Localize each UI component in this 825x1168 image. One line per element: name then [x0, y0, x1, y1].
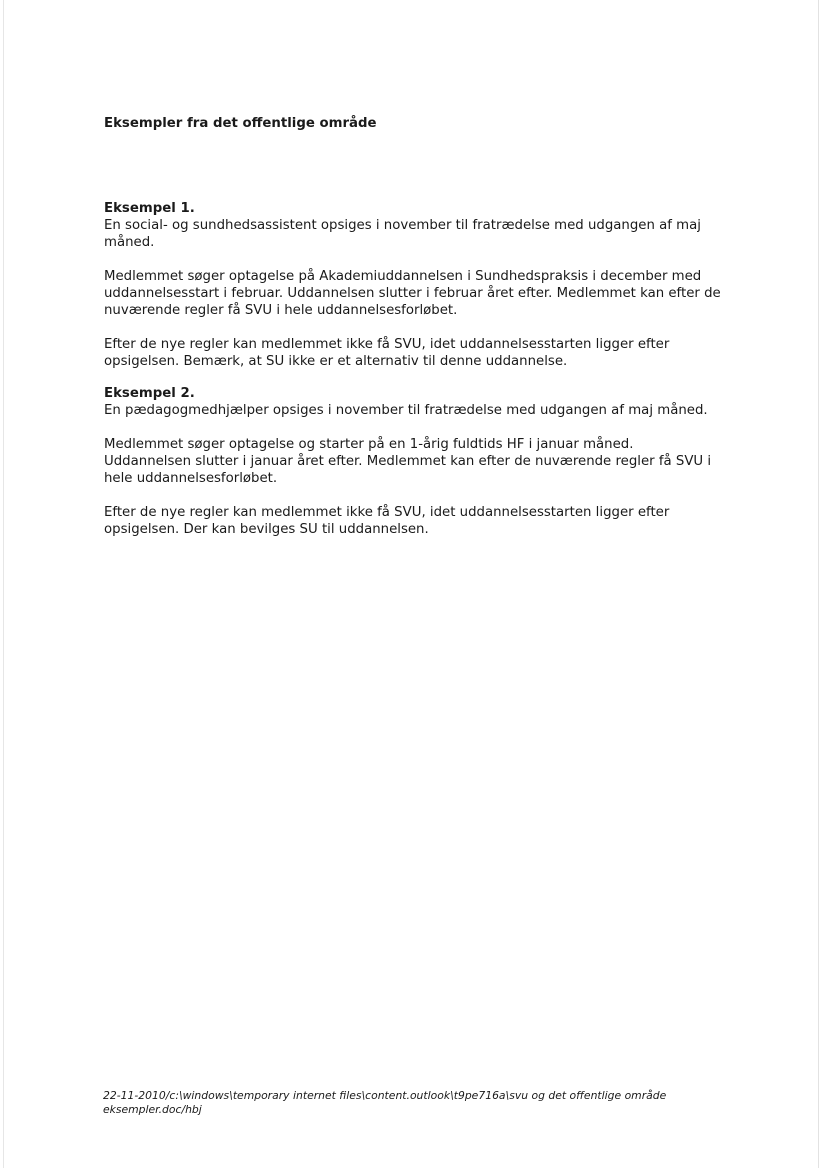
- example-1-heading: Eksempel 1.: [104, 201, 195, 216]
- example-1-paragraph-3: Efter de nye regler kan medlemmet ikke få SVU, idet uddannelsesstarten ligger efter opsigelsen. Bemærk, at SU ikke er et alternativ til denne uddannelse.: [104, 337, 670, 369]
- example-2-paragraph-1: En pædagogmedhjælper opsiges i november til fratrædelse med udgangen af maj måned.: [104, 403, 708, 418]
- example-1: [104, 200, 764, 387]
- example-2-paragraph-3: Efter de nye regler kan medlemmet ikke få SVU, idet uddannelsesstarten ligger efter opsigelsen. Der kan bevilges SU til uddannelsen.: [104, 505, 670, 537]
- example-2-paragraph-2: Medlemmet søger optagelse og starter på en 1-årig fuldtids HF i januar måned. Uddannelsen slutter i januar året efter. Medlemmet kan efter de nuværende regler få SVU i hele uddannelsesforløbet.: [104, 437, 712, 486]
- scan-edge-left: [3, 0, 4, 1168]
- example-2: [104, 385, 764, 555]
- example-1-paragraph-2: Medlemmet søger optagelse på Akademiuddannelsen i Sundhedspraksis i december med uddannelsesstart i februar. Uddannelsen slutter i februar året efter. Medlemmet kan efter de nuværende regler få SVU i hele uddannelsesforløbet.: [104, 269, 721, 318]
- document-footer-path: 22-11-2010/c:\windows\temporary internet files\content.outlook\t9pe716a\svu og det offentlige område eksempler.doc/hbj: [103, 1089, 667, 1116]
- scan-edge-right: [818, 0, 819, 1168]
- example-1-paragraph-1: En social- og sundhedsassistent opsiges i november til fratrædelse med udgangen af maj måned.: [104, 218, 701, 250]
- document-body: [104, 114, 764, 537]
- example-2-heading: Eksempel 2.: [104, 386, 195, 401]
- document-title: Eksempler fra det offentlige område: [104, 116, 377, 131]
